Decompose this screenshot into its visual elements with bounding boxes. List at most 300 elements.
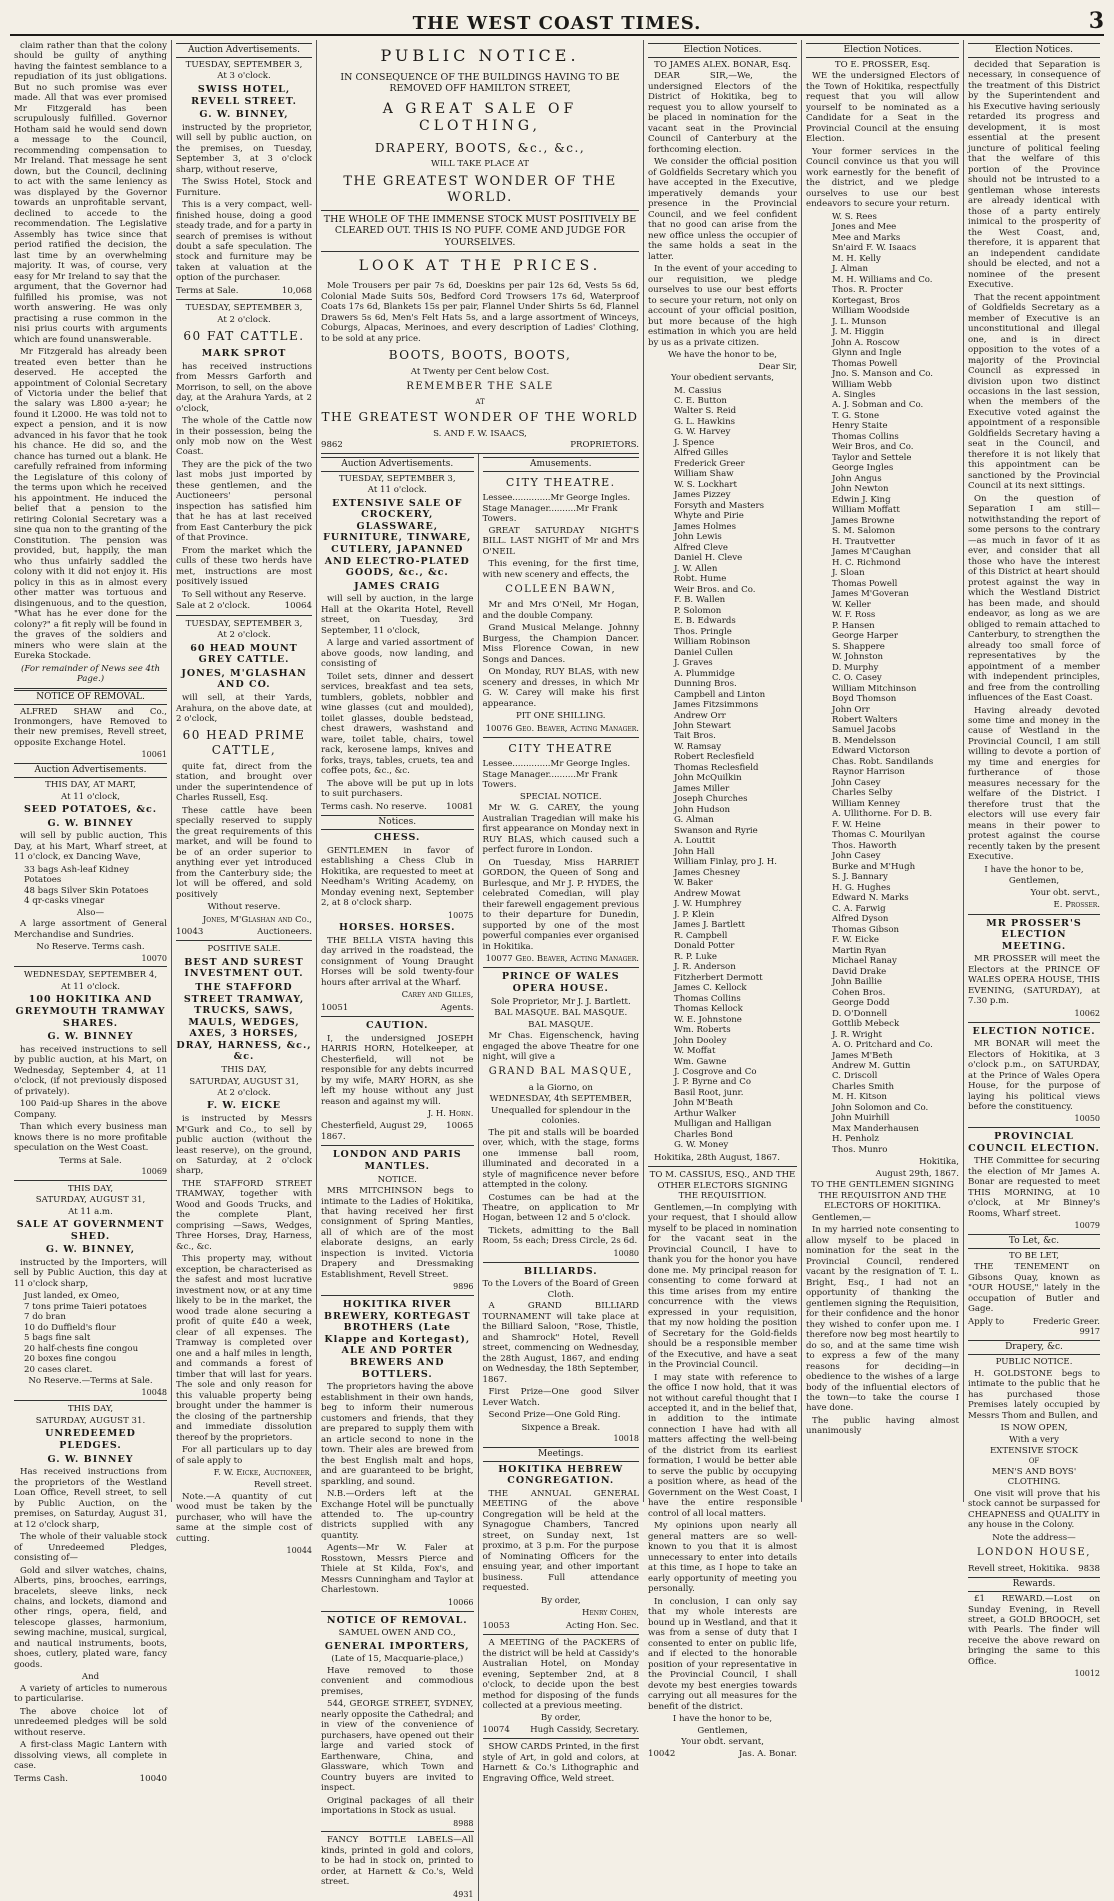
divider [321,1145,474,1146]
signatory-name: J. R. Anderson [674,962,736,973]
signatory-name: John Newton [832,484,889,495]
ad-terms: Sale at 2 o'clock. [176,601,251,612]
signatory-name: G. W. Money [674,1140,729,1151]
ad-number: 10061 [141,750,167,760]
ad-text: Mr W. G. CAREY, the young Australian Tragedian will make his first appearance on Monday next in RUY BLAS, which caused such a perfect furore in London. [482,803,639,856]
divider [483,1738,640,1739]
signatory-name: Frederick Greer [674,458,745,469]
divider [483,1262,640,1263]
letter-text: In conclusion, I can only say that my whole interests are bound up in Westland, and that it was from a sense of duty that I consented to enter on public life, and if elected to the honorable position of your representative in the Provincial Council, I shall devote my best energies towards carrying out all measures for the benefit of the district. [648,1596,797,1712]
signatory-name: J. R. Wright [832,1029,882,1040]
signatory-name: Glynn and Ingle [832,348,902,359]
ad-text: Than which every business man knows there is no more profitable speculation on the West Coast. [14,1122,167,1154]
ad-text: They are the pick of the two last mobs just imported by these gentlemen, and the Auctioneers' personal inspection has satisfied him that he has at last received from East Canterbury the pick of that Province. [176,459,312,544]
signatory-name: Cohen Bros. [832,987,886,998]
signatory-name: F. W. Eicke [832,935,880,946]
signatory-name: Sn'aird F. W. Isaacs [832,243,917,254]
letter-text: Gentlemen,—In complying with your request, that I should allow myself to be placed in nomination for the vacant seat in the Provincial Council, I have to thank you for the honor you have done me. My principal reason for consenting to come forward at this time arises from my entire concurrence with the views expressed in your requisition, that my now holding the position of Secretary for the Gold-fields should be a responsible member of the Executive, and have a seat in the Provincial Council. [648,1202,797,1371]
section-header: Auction Advertisements. [321,457,474,472]
letter-text: decided that Separation is necessary, in consequence of the treatment of this District by the Superintendent and his Executive having seriously retarded its progress and development, it is most essential at the present juncture of political feeling that the welfare of this portion of the Province should not be intrusted to a gentleman whose interests are already identical with those of a party entirely inimical to the prosperity of the West Coast, and, therefore, it is apparent that an independent candidate should be elected, and not a nominee of the present Executive. [968,59,1100,291]
ad-title: SAMUEL OWEN AND CO., [338,1628,456,1639]
letter-text: Having already devoted some time and money in the cause of Westland in the Provincial Council, I am still willing to devote a portion of my time and energies for furtherance of those measures necessary for the welfare of the District. I therefore trust that the electors will use every fair means in their power to protest against the course recently taken by the present Executive. [968,705,1100,863]
divider [14,966,167,967]
signatory-name: D. O'Donnell [832,1008,888,1019]
letter-text: DEAR SIR,—We, the undersigned Electors of the District of Hokitika, beg to request you to allow yourself to be placed in nomination for the vacant seat in the Provincial Council of Canterbury at the forthcoming election. [648,71,797,155]
letter-text: I have the honor to be, [672,1714,773,1725]
ad-number: 10040 [139,1773,167,1784]
list-item: 48 bags Silver Skin Potatoes [24,885,149,896]
ad-text: Sole Proprietor, Mr J. J. Bartlett. [490,996,631,1007]
columns [10,40,1104,1899]
signatory-name: D. Murphy [832,662,879,673]
section-header: Notices. [321,815,474,830]
ad-text: Second Prize—One Gold Ring. [488,1410,621,1421]
list-item: 5 bags fine salt [24,1333,91,1344]
letter-date: Hokitika, 28th August, 1867. [654,1152,780,1163]
column-3-subcolumns [321,453,639,1901]
divider [968,914,1100,915]
ad-text: Have removed to those convenient and commodious premises, [321,1665,474,1697]
ad-text: And [81,1672,100,1683]
signatory-name: James Pizzey [674,490,731,501]
ad-text: At Twenty per Cent below Cost. [410,367,550,377]
signatory-name: Dunning Bros. [674,679,737,690]
signatory-name: Donald Potter [674,941,735,952]
ad-text: THE Committee for securing the election of Mr James A. Bonar are requested to meet THIS MORNING, at 10 o'clock, at Mr Binney's Rooms, Wharf street. [968,1156,1100,1219]
signatory-name: Thos. Haworth [832,840,897,851]
letter-address: TO E. PROSSER, Esq. [834,59,931,70]
ad-title: LOOK AT THE PRICES. [358,258,602,275]
ad-number: 10,068 [281,285,312,296]
signatory-name: S. J. Bannary [832,872,888,883]
public-notice-title: PUBLIC NOTICE. [380,46,580,65]
signatory-name: T. G. Stone [832,410,880,421]
divider [483,1634,640,1635]
ad-text: A GRAND BILLIARD TOURNAMENT will take place at the Billiard Saloon, "Rose, Thistle, and Shamrock" Hotel, Revell street, commencing on Wednesday, the 28th August, 1867, and ending on Wednesday, the 18th September, 1867. [482,1301,639,1385]
signatory-name: Alfred Cleve [674,542,728,553]
ad-text: One visit will prove that his stock cannot be surpassed for CHEAPNESS and QUALITY in any house in the Colony. [968,1488,1100,1531]
auctioneer-name: JONES, M'GLASHAN AND CO. [181,667,307,691]
signatory-name: John Angus [832,473,882,484]
ad-number: 8988 [453,1818,474,1828]
ad-terms: Terms Cash. [14,1773,68,1784]
signatory-name: W. Keller [832,599,871,610]
signatory-name: James Fitzsimmons [674,700,759,711]
ad-role: Acting Hon. Sec. [565,1620,639,1631]
signatory-name: A. Louttit [674,836,716,847]
ad-date: THIS DAY, [67,1404,114,1415]
signatory-name: Robert Walters [832,715,898,725]
signatory-name: Martin Ryan [832,945,887,956]
ad-title: NOTICE. [377,1174,417,1185]
ad-text: MR BONAR will meet the Electors of Hokitika, at 3 o'clock p.m., on SATURDAY, at the Prince of Wales Opera House, for the purpose of laying his political views before the constituency. [968,1039,1100,1112]
ad-text: MRS MITCHINSON begs to intimate to the Ladies of Hokitika, that having received her first consignment of Spring Mantles, all of which are of the most elaborate designs, an early inspection is invited. Victoria Drapery and Dressmaking Establishment, Revell Street. [321,1186,474,1280]
letter-address: TO M. CASSIUS, ESQ., AND THE OTHER ELECTORS SIGNING THE REQUISITION. [649,1170,796,1202]
ad-title: POSITIVE SALE. [207,944,281,955]
signatory-name: M. H. Kelly [832,253,881,264]
ad-text: PIT ONE SHILLING. [515,711,606,722]
signatory-name: E. B. Edwards [674,616,736,627]
letter-text: We have the honor to be, [667,350,778,361]
ad-footer [483,1725,640,1735]
ad-text: A large and varied assortment of above goods, now landing, and consisting of [321,638,474,670]
ad-text: Lessee..............Mr George Ingles. [482,759,631,770]
section-header: Rewards. [968,1577,1100,1592]
divider [321,210,639,211]
signatory-name: G. Alman [674,815,714,826]
letter-text: We consider the official position of Goldfields Secretary which you have accepted in the Executive, imperatively demands your presence in the Provincial Council, and we feel confident that no good can arise from the new office unless the occupier of the same holds a seat in the latter. [648,157,797,262]
ad-text: Mole Trousers per pair 7s 6d, Doeskins per pair 12s 6d, Vests 5s 6d, Colonial Made Suits 50s, Bedford Cord Trowsers 17s 6d, Waterproof Coats 17s 6d, Blankets 15s per pair, Flannel Under Shirts 5s 6d, Flannel Drawers 5s 6d, Men's Felt Hats 5s, and a large assortment of Winceys, Coburgs, Alpacas, Merinoes, and every description of Ladies' Clothing, to be sold at any price. [321,281,639,344]
signatory-name: A. J. Sobman and Co. [832,400,924,411]
signatory-name: M. H. Kitson [832,1092,887,1103]
ad-date: TUESDAY, SEPTEMBER 3, [185,303,303,314]
ad-title: SEED POTATOES, &c. [23,804,158,816]
ad-text: Lessee..............Mr George Ingles. [482,493,631,504]
signatory-name: C. O. Casey [832,673,882,684]
signatory-name: James J. Bartlett [674,920,745,931]
ad-title: PRINCE OF WALES OPERA HOUSE. [501,971,620,994]
ad-date: WEDNESDAY, 4th SEPTEMBER, [489,1094,632,1105]
auctioneer-name: G. W. BINNEY [47,1453,134,1465]
auctioneer-name: G. W. BINNEY [47,817,134,829]
ad-text: Also— [76,907,105,918]
ad-title: A GREAT SALE OF CLOTHING, [382,100,578,134]
ad-text: A variety of articles to numerous to particularise. [14,1683,167,1705]
signatory-name: David Drake [832,966,887,977]
signatory-name: John Lewis [674,532,722,543]
ad-text: The above choice lot of unredeemed pledges will be sold without reserve. [14,1706,167,1738]
ad-number: 10012 [1074,1669,1100,1679]
ad-number: 10048 [141,1387,167,1397]
ad-terms: No Reserve.—Terms at Sale. [28,1376,153,1387]
ad-text: On Tuesday, Miss HARRIET GORDON, the Queen of Song and Burlesque, and Mr J. P. HYDES, the celebrated Comedian, will play their farewell engagement previous to their departure for Dunedin, supported by one of the most powerful companies ever organised in Hokitika. [482,857,639,952]
ad-text: instructed by the proprietor, will sell by public auction, on the premises, on Tuesday, September 3, at 3 o'clock sharp, without reserve, [176,122,312,175]
signatory-name: M. Cassius [674,385,722,396]
ad-text: 100 Paid-up Shares in the above Company. [14,1099,167,1120]
ad-text: (Late of 15, Macquarie-place,) [331,1654,464,1665]
signatory-name: P. Solomon [674,605,722,616]
ad-text: Revell street, Hokitika. [968,1563,1069,1574]
letter-text: In my harried note consenting to allow myself to be placed in nomination for the seat in the Provincial Council, rendered vacant by the resignation of T. L. Bright, Esq., I had not an opportunity of thanking the gentlemen signing the Requisition, for their confidence and the honor they wished to confer upon me. I therefore now beg most heartily to do so, and at the same time wish to express a few of the many reasons for deciding—in obedience to the wishes of a large body of the influential electors of the town—to take the course I have done. [806,1225,959,1414]
list-item: Just landed, ex Omeo, [24,1291,120,1302]
ad-signature: Henry Cohen, [581,1608,639,1619]
ad-time: At 11 o'clock, [61,791,120,802]
ad-date: TUESDAY, SEPTEMBER 3, [338,473,456,484]
signatory-name: J. L. Munson [832,316,887,327]
ad-text: quite fat, direct from the station, and brought over under the superintendence of Charles Russell, Esq. [176,761,312,804]
divider [321,251,639,252]
ad-text: By order, [540,1595,581,1606]
signatory-name: Campbell and Linton [674,689,766,700]
letter-text: That the recent appointment of Goldfields Secretary as a member of Executive is an unconstitutional and illegal one, and is in direct opposition to the votes of a majority of the Provincial Council as expressed in division upon two distinct occasions in the last session, when the members of the Executive voted against the appointment of a responsible Goldfields Secretary having a seat in the Council, and therefore it is not likely that this appointment can be sanctioned by the Provincial Council at its next sittings. [968,292,1100,492]
ad-text: SHOW CARDS Printed, in the first style of Art, in gold and colors, at Harnett & Co.'s Lithographic and Engraving Office, Weld street. [482,1742,639,1784]
ad-footer [321,1003,474,1013]
signatory-name: Tait Bros. [674,731,716,742]
signatory-name: William Moffatt [832,505,900,516]
page-number: 3 [1088,8,1104,34]
list-item: 4 qr-casks vinegar [24,896,105,907]
news-text: claim rather than that the colony should be guilty of anything having the faintest semblance to a repudiation of its just obligations. But no such promise was ever made. All that was ever promised Mr Fitzgerald has been scrupulously fulfilled. Governor Hotham said he would send down a message to the Council, recommending compensation to Mr Ireland. That message he sent down, but the Council, declining to act with the same leniency as was displayed by the Governor towards an unprofitable servant, declined to accede to the recommendation. The Legislative Assembly has twice since that period ratified the decision, the last time by an overwhelming majority. It was, of course, very easy for Mr Ireland to say that the argument, that the Governor had fulfilled his promise, was not worth answering. He was only practising a ruse common in the nisi prius courts with arguments which are found unanswerable. [14,41,167,345]
letter-text: Dear Sir, [758,361,797,372]
ad-footer [321,1121,474,1142]
signatory-name: J. Sloan [832,568,865,579]
ad-number: 10053 [482,1620,510,1631]
ad-signature: Jones, M'Glashan and Co., [202,914,312,925]
signatory-name: Wm. Roberts [674,1025,731,1036]
signatory-name: Thomas Powell [832,578,898,589]
ad-number: 9917 [1079,1327,1100,1337]
signatory-name: Mee and Marks [832,232,901,243]
column-1 [10,40,172,1784]
ad-title: 60 FAT CATTLE. [183,329,305,344]
signatory-name: Samuel Jacobs [832,725,896,736]
ad-text: Original packages of all their importations in Stock as usual. [321,1795,474,1817]
section-header: Election Notices. [806,43,959,58]
ad-text: N.B.—Orders left at the Exchange Hotel will be punctually attended to. The up-country districts supplied with any quantity. [321,1489,474,1541]
ad-title: LONDON AND PARIS MANTLES. [332,1149,462,1172]
ad-text: This property may, without exception, be characterised as the safest and most lucrative investment now, or at any time likely to be in the market, the wood trade alone securing a profit of quite £40 a week, clear of all expenses. The Tramway is completed over one and a half miles in length, and commands a forest of timber that will last for years. The sole and only reason for this valuable property being brought under the hammer is the closing of the partnership and immediate dissolution thereof by the proprietors. [176,1254,312,1443]
ad-time: At 11 o'clock. [367,485,427,496]
ad-date: TUESDAY, SEPTEMBER 3, [185,618,303,629]
signatory-name: Arthur Walker [674,1108,737,1119]
column-2 [172,40,317,1556]
ad-footer [176,927,312,937]
signatory-name: J. M. Higgin [832,327,885,338]
divider [483,967,640,968]
signatory-name: P. Hansen [832,620,875,631]
ad-text: For all particulars up to day of sale apply to [176,1445,312,1466]
signatory-name: John Casey [832,851,881,862]
ad-number: 10074 [482,1724,510,1735]
signatory-name: Robt. Hume [674,574,727,585]
letter-text: Gentlemen, [697,1725,748,1736]
ad-text: will sell by public auction, This Day, at his Mart, Wharf street, at 11 o'clock, ex Dancing Wave, [14,831,167,863]
ad-text: I, the undersigned JOSEPH HARRIS HORN, Hotelkeeper, at Chesterfield, will not be responsible for any debts incurred by my wife, MARY HORN, as she left my house without any just reason and against my will. [321,1033,474,1107]
signatory-name: B. Mendelsson [832,735,897,746]
signatory-name: Charles Smith [832,1081,895,1092]
ad-title: GRAND BAL MASQUE, [488,1066,633,1078]
column-3 [317,40,644,1899]
signatory-name: Edward Victorson [832,746,911,757]
divider [968,1127,1100,1128]
divider [321,1016,474,1017]
ad-time: At 2 o'clock. [217,1088,271,1098]
ad-title: 100 HOKITIKA AND GREYMOUTH TRAMWAY SHARES. [15,994,166,1029]
ad-text: THE ANNUAL GENERAL MEETING of the above Congregation will be held at the Synagogue Chambers, Tancred street, on Sunday next, 1st proximo, at 3 p.m. For the purpose of Nominating Officers for the ensuing year, and other important business. Full attendance requested. [482,1488,639,1594]
ad-title: EXTENSIVE SALE OF CROCKERY, GLASSWARE, FURNITURE, TINWARE, CUTLERY, JAPANNED AND ELECTRO-PLATED GOODS, &c., &c. [323,497,472,579]
signatory-name: G. W. Harvey [674,427,731,438]
divider [176,940,312,941]
ad-title: LONDON HOUSE, [977,1547,1091,1559]
ad-terms: Terms at Sale. [59,1155,122,1166]
ad-number: 10050 [1074,1114,1100,1124]
ad-text: GENTLEMEN in favor of establishing a Chess Club in Hokitika, are requested to meet at Needham's Writing Academy, on Monday evening next, September 2, at 8 o'clock sharp. [321,845,474,909]
ad-text: is instructed by Messrs M'Gurk and Co., to sell by public auction (without the least reserve), on the ground, on Saturday, at 2 o'clock sharp, [176,1114,312,1177]
ad-signature: S. AND F. W. ISAACS, [433,428,527,439]
ad-text: will sell by auction, in the large Hall at the Okarita Hotel, Revell street, on Tuesday, 3rd September, 11 o'clock, [321,594,474,636]
signatory-name: Thomas Reclesfield [674,762,759,773]
letter-text: Gentlemen, [1008,876,1060,887]
ad-signature: Jas. A. Bonar. [738,1748,797,1759]
letter-text: Your former services in the Council convince us that you will work earnestly for the benefit of the district, and we pledge ourselves to use our best endeavors to secure your return. [806,146,959,210]
ad-signature: Frederic Greer. [1032,1316,1100,1327]
ad-text: Grand Musical Melange. Johnny Burgess, the Champion Dancer. Miss Florence Cowan, in new Songs and Dances. [482,623,639,665]
signatory-name: J. Graves [674,658,713,669]
ad-title: CHESS. [374,832,421,844]
ad-text: IN CONSEQUENCE OF THE BUILDINGS HAVING TO BE REMOVED OFF HAMILTON STREET, [340,71,620,95]
ad-title: EXTENSIVE STOCK [989,1445,1079,1456]
ad-signature: E. Prosser. [1053,900,1100,911]
column-3-left [321,454,479,1901]
column-5 [802,40,964,1502]
ad-title: MR PROSSER'S ELECTION MEETING. [986,917,1082,952]
signatory-name: J. P. Klein [674,909,715,920]
ad-text: MR PROSSER will meet the Electors at the PRINCE OF WALES OPERA HOUSE, THIS EVENING, (SATURDAY), at 7.30 p.m. [968,954,1100,1007]
section-header: Auction Advertisements. [176,43,312,58]
ad-text: OF [1028,1457,1040,1466]
signatory-name: Edward N. Marks [832,893,909,904]
letter-address: TO JAMES ALEX. BONAR, Esq. [654,59,791,70]
auctioneer-name: G. W. BINNEY [47,1031,134,1043]
ad-number: 9838 [1078,1563,1100,1574]
column-4 [644,40,802,1759]
signatory-name: John Baillie [832,977,882,988]
ad-role: PROPRIETORS. [570,440,639,451]
ad-text: instructed by the Importers, will sell by Public Auction, this day at 11 o'clock sharp, [14,1257,167,1289]
signatory-name: F. W. Heine [832,819,881,830]
ad-text: Mr Chas. Eigenschenck, having engaged the above Theatre for one night, will give a [482,1031,639,1062]
column-3-right [479,454,640,1901]
ad-number: 4931 [453,1889,474,1899]
signatory-name: John Orr [832,704,870,715]
divider [321,1611,474,1612]
letter-text: Your obdt. servant, [681,1737,764,1748]
ad-footer [176,601,312,611]
signatory-name: A. Singles [832,389,876,400]
signatory-name: George Dodd [832,998,890,1009]
signatory-name: Whyte and Pirie [674,511,744,522]
ad-title: CITY THEATRE. [505,475,616,489]
ad-number: 10062 [1074,1008,1100,1018]
signatory-name: William Robinson [674,637,751,648]
ad-title: SWISS HOTEL, REVELL STREET. [191,83,297,107]
ad-text: To the Lovers of the Board of Green Cloth. [482,1279,639,1300]
ad-number: 9896 [453,1282,474,1292]
ad-title: DRAPERY, BOOTS, &c., &c., [374,140,586,155]
ad-role: Auctioneers. [257,926,312,937]
ad-text: 544, GEORGE STREET, SYDNEY, nearly opposite the Cathedral; and in view of the convenience of purchasers, have opened out their large and varied stock of Earthenware, China, and Glassware, which Town and Country buyers are invited to inspect. [321,1699,474,1794]
signatory-name: W. F. Ross [832,610,876,621]
ad-number: 10075 [448,910,474,920]
ad-text: WILL TAKE PLACE AT [430,159,529,170]
signatory-name: H. Trautvetter [832,536,895,547]
signatory-name: Mulligan and Halligan [674,1119,772,1130]
ad-footer [968,1317,1100,1327]
signatory-name: G. L. Hawkins [674,416,736,427]
ad-text: This is a very compact, well-finished house, doing a good steady trade, and for a party in search of premises is without doubt a safe speculation. The stock and furniture may be taken at valuation at the option of the purchaser. [176,200,312,284]
masthead [10,0,1104,36]
ad-text: AT [475,397,485,406]
letter-text: The public having almost unanimously [806,1415,959,1437]
ad-title: HOKITIKA HEBREW CONGREGATION. [498,1463,624,1487]
ad-time: At 2 o'clock. [217,314,271,325]
ad-text: By order, [540,1713,581,1724]
signatory-name: Wm. Gawne [674,1056,727,1067]
signatory-name: James Miller [674,783,730,794]
signatory-name: C. Driscoll [832,1071,878,1082]
signatory-name: C. E. Button [674,395,727,406]
ad-text: Note the address— [992,1532,1076,1543]
ad-text: Gold and silver watches, chains, Alberts, pins, brooches, earrings, bracelets, sleeve links, neck chains, and lockets, diamond and other rings, opera, field, and telescope glasses, harmonium, sewing machine, musical, surgical, and nautical instruments, boots, shoes, cutlery, plated ware, fancy goods. [14,1565,167,1670]
signatory-name: John Dooley [674,1035,727,1046]
signatory-name: Thomas Powell [832,358,898,369]
ad-text: With a very [1009,1434,1059,1445]
letter-text: Your obt. servt., [1030,887,1100,898]
ad-text: GREAT SATURDAY NIGHT'S BILL. LAST NIGHT of Mr and Mrs O'NEIL [482,525,639,557]
ad-title: IS NOW OPEN, [1000,1423,1068,1434]
signatory-name: James C. Kellock [674,983,747,994]
signatory-name: Boyd Thomson [832,694,897,705]
ad-text: has received instructions to sell by public auction, at his Mart, on Wednesday, September 4, at 11 o'clock, (if not previously disposed of privately). [14,1044,167,1097]
ad-terms: No Reserve. Terms cash. [36,942,145,953]
signatory-name: Gottlib Mebeck [832,1019,900,1030]
letter-text: On the question of Separation I am still—notwithstanding the report of some persons to the contrary—as much in favor of it as ever, and consider that all those who have the interest of this District at heart should protest against the way in which the Westland District has been made, and should endeavor, as long as we are obliged to remain attached to Canterbury, to strengthen the already too small force of representatives by the appointment of a member with independent principles, and free from the controlling influences of the East Coast. [968,493,1100,704]
signatory-list [832,212,959,1156]
letter-text: My opinions upon nearly all general matters are so well-known to you that it is almost unnecessary to enter into details at this time, as I hope to take an early opportunity of meeting you personally. [648,1521,797,1595]
signatory-name: W. E. Johnstone [674,1014,742,1025]
signatory-name: W. S. Lockhart [674,479,737,490]
ad-date: THIS DAY, AT MART, [45,780,136,791]
signatory-name: H. Penholz [832,1134,879,1145]
signatory-name: Thos. Munro [832,1144,888,1155]
signatory-name: C. A. Farwig [832,903,886,914]
ad-date: SATURDAY, AUGUST 31, [35,1195,146,1206]
ad-text: £1 REWARD.—Lost on Sunday Evening, in Revell street, a GOLD BROOCH, set with Pearls. The finder will receive the above reward on bringing the same to this Office. [968,1594,1100,1667]
ad-title: CITY THEATRE [508,741,614,755]
ad-text: First Prize—One good Silver Lever Watch. [482,1387,639,1408]
ad-text: Has received instructions from the proprietors of the Westland Loan Office, Revell street, to sell by Public Auction, on the premises, on Saturday, August 31, at 12 o'clock sharp, [14,1467,167,1530]
ad-title: THE GREATEST WONDER OF THE WORLD. [343,173,617,205]
letter-text: I have the honor to be, [984,864,1084,875]
signatory-name: H. C. Richmond [832,557,901,568]
signatory-name: Kortegast, Bros [832,295,900,306]
signatory-name: Alfred Dyson [832,914,889,925]
ad-title: UNREDEEMED PLEDGES. [45,1428,136,1452]
ad-terms: Terms at Sale. [176,285,239,296]
signatory-name: Andrew Orr [674,710,726,721]
ad-text: The proprietors having the above establishment in their own hands, beg to inform their numerous customers and friends, that they are prepared to supply them with an article second to none in the town. Their ales are brewed from the best English malt and hops, and are guaranteed to be bright, sparkling, and sound. [321,1382,474,1487]
letter-place: Hokitika, [919,1157,959,1168]
ad-date: Chesterfield, August 29, 1867. [321,1121,427,1142]
letter-address: TO THE GENTLEMEN SIGNING THE REQUISITON AND THE ELECTORS OF HOKITIKA. [811,1180,954,1212]
signatory-name: Alfred Gilles [674,448,729,459]
signatory-list [674,386,797,1151]
letter-text: Your obedient servants, [670,373,774,384]
signatory-name: Thomas Collins [674,993,741,1004]
letter-text: WE the undersigned Electors of the Town of Hokitika, respectfully request that you will allow yourself to be nominated as a Candidate for a Seat in the Provincial Council at the ensuing Election. [806,71,959,145]
ad-signature: J. H. Horn. [427,1109,474,1120]
ad-footer [321,802,474,812]
signatory-name: John Hudson [674,804,731,815]
ad-text: The above will be put up in lots to suit purchasers. [321,778,474,800]
divider [14,1180,167,1181]
ad-text: On Monday, RUY BLAS, with new scenery and dresses, in which Mr G. W. Carey will make his first appearance. [482,667,639,709]
list-item: 20 half-chests fine congou [24,1343,139,1354]
signatory-name: James M'Beth [832,1050,893,1061]
ad-text: A MEETING of the PACKERS of the district will be held at Cassidy's Australian Hotel, on Monday evening, September 2nd, at 8 o'clock, to decide upon the best method for disposing of the funds collected at a previous meeting. [482,1638,639,1711]
signatory-name: John Hall [674,846,715,857]
signatory-name: Thomas Gibson [832,924,900,935]
